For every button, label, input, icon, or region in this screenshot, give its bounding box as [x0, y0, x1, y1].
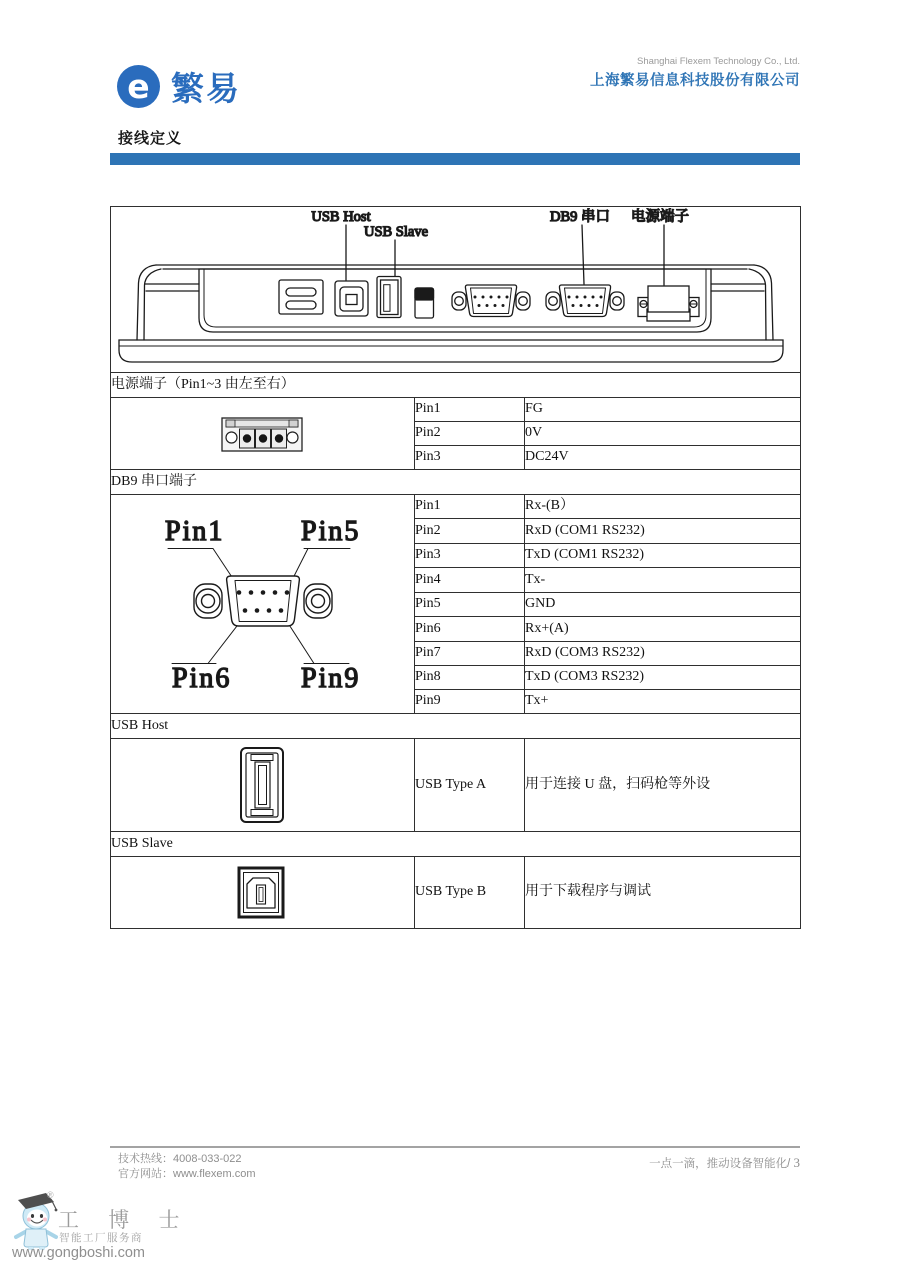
website-label: 官方网站： [118, 1168, 173, 1180]
db9-pin-label: Pin1 [415, 495, 525, 519]
db9-pin-value: Rx-(B） [525, 495, 801, 519]
power-connector-cell [111, 398, 415, 470]
power-pin-value: DC24V [525, 446, 801, 470]
logo-mark-letter: e [127, 67, 150, 106]
hotline-label: 技术热线： [118, 1153, 173, 1165]
usb-type-b-cell [111, 857, 415, 929]
hotline-number: 4008-033-022 [173, 1153, 242, 1165]
db9-pin-label: Pin3 [415, 544, 525, 568]
logo-text: 繁易 [171, 70, 241, 107]
power-pin-label: Pin1 [415, 398, 525, 422]
db9-pin-value: TxD (COM1 RS232) [525, 544, 801, 568]
footer-hotline [118, 1152, 256, 1167]
db9-pin-label: Pin6 [415, 617, 525, 642]
figure-label-usb-slave: USB Slave [363, 223, 429, 240]
usb-host-section-header: USB Host [111, 714, 801, 739]
section-divider-bar [110, 153, 800, 165]
vent-port-icon [279, 280, 323, 314]
gongboshi-mascot-icon [12, 1190, 62, 1252]
company-name-en: Shanghai Flexem Technology Co., Ltd. [636, 56, 800, 67]
db9-pin-value: Tx+ [525, 690, 801, 714]
device-rear-figure [111, 208, 799, 372]
slogan-text: 一点一滴，推动设备智能化/ [649, 1158, 794, 1170]
power-terminal-icon [638, 286, 699, 321]
usb-type-b-diagram [111, 857, 413, 928]
usb-slave-type: USB Type B [415, 857, 525, 929]
db9-pin-value: Rx+(A) [525, 617, 801, 642]
switch-port-icon [415, 288, 434, 318]
footer-website [118, 1167, 256, 1182]
usb-host-type: USB Type A [415, 739, 525, 832]
usb-type-a-cell [111, 739, 415, 832]
power-pin-value: 0V [525, 422, 801, 446]
usb-slave-section-header: USB Slave [111, 832, 801, 857]
footer-contact [118, 1152, 256, 1182]
footer-divider [110, 1146, 800, 1148]
usb-slave-desc: 用于下载程序与调试 [525, 857, 801, 929]
wiring-definition-table [110, 206, 801, 929]
usb-type-a-port-icon [377, 276, 401, 317]
leader-db9 [582, 225, 584, 284]
usb-host-desc: 用于连接 U 盘，扫码枪等外设 [525, 739, 801, 832]
power-pin-label: Pin2 [415, 422, 525, 446]
db9-pin-label: Pin4 [415, 568, 525, 593]
db9-pin-label: Pin7 [415, 642, 525, 666]
power-pin-label: Pin3 [415, 446, 525, 470]
power-pin-value: FG [525, 398, 801, 422]
usb-type-b-port-icon [335, 281, 368, 316]
db9-diagram-label-pin9: Pin9 [301, 663, 361, 694]
db9-diagram-label-pin5: Pin5 [301, 516, 361, 547]
watermark-url: www.gongboshi.com [12, 1245, 145, 1261]
db9-diagram-label-pin1: Pin1 [165, 516, 225, 547]
device-rear-figure-cell [111, 207, 801, 373]
db9-connector-body [194, 576, 332, 626]
db9-port-1-icon [452, 285, 530, 317]
company-name-cn: 上海繁易信息科技股份有限公司 [590, 73, 800, 89]
db9-pin-label: Pin5 [415, 593, 525, 617]
flexem-logo-icon [116, 64, 161, 109]
figure-label-power: 电源端子 [631, 208, 689, 225]
figure-label-usb-host: USB Host [311, 208, 371, 225]
db9-connector-diagram [111, 495, 413, 713]
flexem-logo [116, 63, 241, 110]
page-number: 3 [793, 1155, 800, 1170]
power-section-header: 电源端子（Pin1~3 由左至右） [111, 373, 801, 398]
db9-pin-label: Pin9 [415, 690, 525, 714]
figure-label-db9: DB9 串口 [549, 208, 611, 225]
registered-mark: ® [47, 1190, 54, 1200]
power-connector-diagram [111, 399, 413, 469]
usb-type-a-diagram [111, 739, 413, 831]
db9-pin-value: RxD (COM3 RS232) [525, 642, 801, 666]
db9-pin-value: RxD (COM1 RS232) [525, 519, 801, 544]
footer-slogan [400, 1155, 800, 1171]
page-title: 接线定义 [118, 130, 183, 147]
watermark-brand: 工 博 士 [58, 1208, 192, 1232]
db9-pin-value: Tx- [525, 568, 801, 593]
db9-section-header: DB9 串口端子 [111, 470, 801, 495]
db9-pin-value: TxD (COM3 RS232) [525, 666, 801, 690]
db9-diagram-label-pin6: Pin6 [172, 663, 232, 694]
website-url: www.flexem.com [173, 1168, 256, 1180]
db9-pin-value: GND [525, 593, 801, 617]
db9-pin-label: Pin2 [415, 519, 525, 544]
db9-port-2-icon [546, 285, 624, 317]
watermark-tagline: 智能工厂服务商 [59, 1232, 143, 1244]
db9-connector-cell [111, 495, 415, 714]
db9-pin-label: Pin8 [415, 666, 525, 690]
